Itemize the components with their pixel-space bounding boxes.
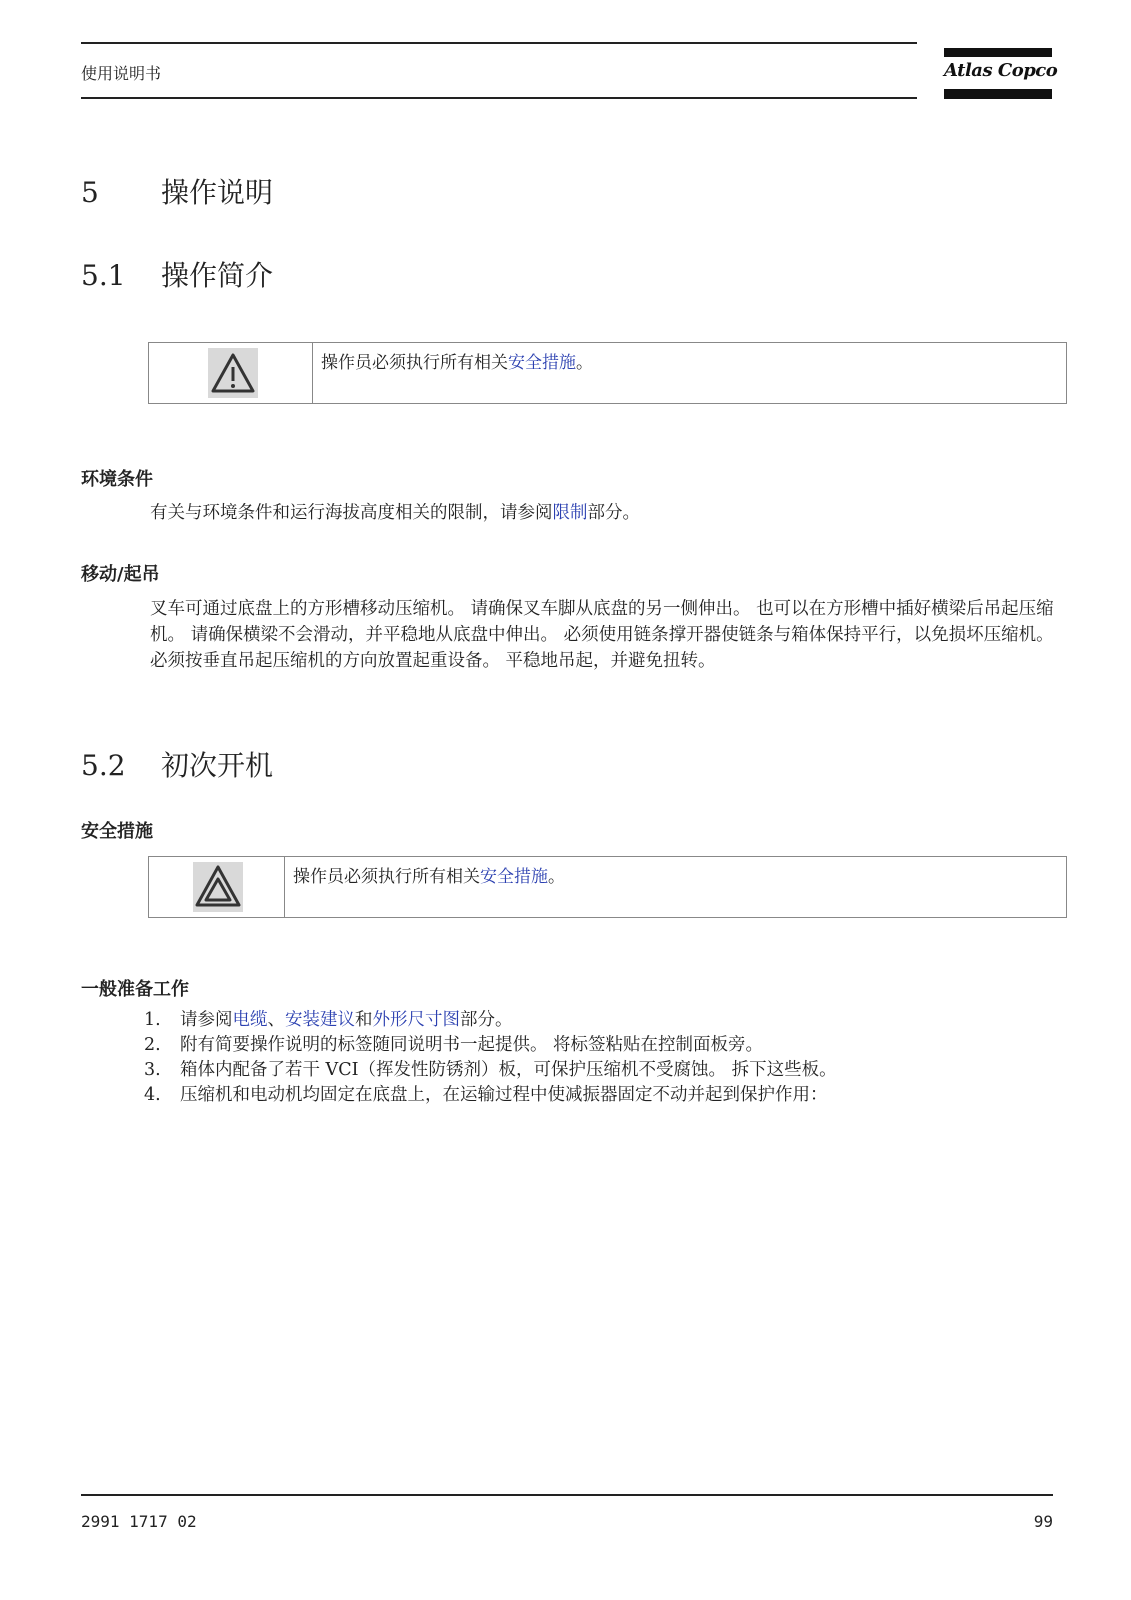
item-text: 附有简要操作说明的标签随同说明书一起提供。 将标签粘贴在控制面板旁。 xyxy=(180,1035,764,1055)
header-top-rule xyxy=(81,42,917,44)
list-item xyxy=(144,1008,837,1033)
document-number: 2991 1717 02 xyxy=(81,1512,197,1531)
preparation-list xyxy=(144,1008,837,1108)
warning-text-post: 。 xyxy=(576,353,593,373)
item-separator: 、 xyxy=(267,1010,285,1030)
warning-text-pre: 操作员必须执行所有相关 xyxy=(293,867,480,887)
header-bottom-rule xyxy=(81,97,917,99)
warning-text-post: 。 xyxy=(548,867,565,887)
list-number: 1. xyxy=(144,1010,161,1030)
list-item xyxy=(144,1033,837,1058)
dimension-drawings-link[interactable]: 外形尺寸图 xyxy=(372,1010,460,1030)
list-number: 4. xyxy=(144,1085,161,1105)
environment-paragraph xyxy=(150,500,1055,526)
env-text-pre: 有关与环境条件和运行海拔高度相关的限制，请参阅 xyxy=(150,503,553,523)
section-number: 5.1 xyxy=(81,259,126,292)
logo-text: Atlas Copco xyxy=(944,60,1058,81)
safety-precautions-link[interactable]: 安全措施 xyxy=(508,353,576,373)
warning-icon-cell xyxy=(149,857,285,917)
item-text: 压缩机和电动机均固定在底盘上，在运输过程中使减振器固定不动并起到保护作用： xyxy=(180,1085,828,1105)
item-separator: 和 xyxy=(355,1010,373,1030)
list-item xyxy=(144,1083,837,1108)
safety-warning-box xyxy=(148,342,1067,404)
subheading-environment: 环境条件 xyxy=(81,469,153,490)
atlas-copco-logo xyxy=(944,48,1058,100)
subheading-general-preparation: 一般准备工作 xyxy=(81,979,189,1000)
section-heading-5-2 xyxy=(81,744,273,784)
list-item xyxy=(144,1058,837,1083)
section-number: 5.2 xyxy=(81,749,126,782)
safety-precautions-link[interactable]: 安全措施 xyxy=(480,867,548,887)
installation-proposal-link[interactable]: 安装建议 xyxy=(285,1010,355,1030)
warning-icon-cell xyxy=(149,343,313,403)
subheading-safety: 安全措施 xyxy=(81,821,153,842)
section-title: 操作简介 xyxy=(161,259,274,292)
limitations-link[interactable]: 限制 xyxy=(552,503,588,523)
warning-text xyxy=(293,862,565,887)
item-text-post: 部分。 xyxy=(460,1010,513,1030)
section-title: 初次开机 xyxy=(161,749,274,782)
logo-top-bar xyxy=(944,48,1052,57)
item-text-pre: 请参阅 xyxy=(180,1010,233,1030)
warning-text xyxy=(321,348,593,373)
warning-text-pre: 操作员必须执行所有相关 xyxy=(321,353,508,373)
moving-lifting-paragraph: 叉车可通过底盘上的方形槽移动压缩机。 请确保叉车脚从底盘的另一侧伸出。 也可以在方形槽中插好横梁后吊起压缩机。 请确保横梁不会滑动，并平稳地从底盘中伸出。 必须使用链条撑开器使链条与箱体保持平行，以免损坏压缩机。 必须按垂直吊起压缩机的方向放置起重设备。 平稳地吊起，并避免扭转。 xyxy=(150,599,1054,671)
page-number: 99 xyxy=(1033,1512,1053,1531)
list-number: 2. xyxy=(144,1035,161,1055)
list-number: 3. xyxy=(144,1060,161,1080)
item-text: 箱体内配备了若干 VCI（挥发性防锈剂）板，可保护压缩机不受腐蚀。 拆下这些板。 xyxy=(180,1060,837,1080)
chapter-title: 操作说明 xyxy=(161,176,274,209)
chapter-number: 5 xyxy=(81,176,99,209)
footer-rule xyxy=(81,1494,1053,1496)
subheading-moving-lifting: 移动/起吊 xyxy=(81,564,160,585)
chapter-heading xyxy=(81,171,273,211)
safety-warning-box xyxy=(148,856,1067,918)
double-triangle-icon xyxy=(193,862,243,912)
header-title: 使用说明书 xyxy=(81,64,162,83)
warning-triangle-icon xyxy=(208,348,258,398)
section-heading-5-1 xyxy=(81,254,273,294)
env-text-post: 部分。 xyxy=(587,503,640,523)
cables-link[interactable]: 电缆 xyxy=(232,1010,268,1030)
logo-bottom-bar xyxy=(944,89,1052,99)
